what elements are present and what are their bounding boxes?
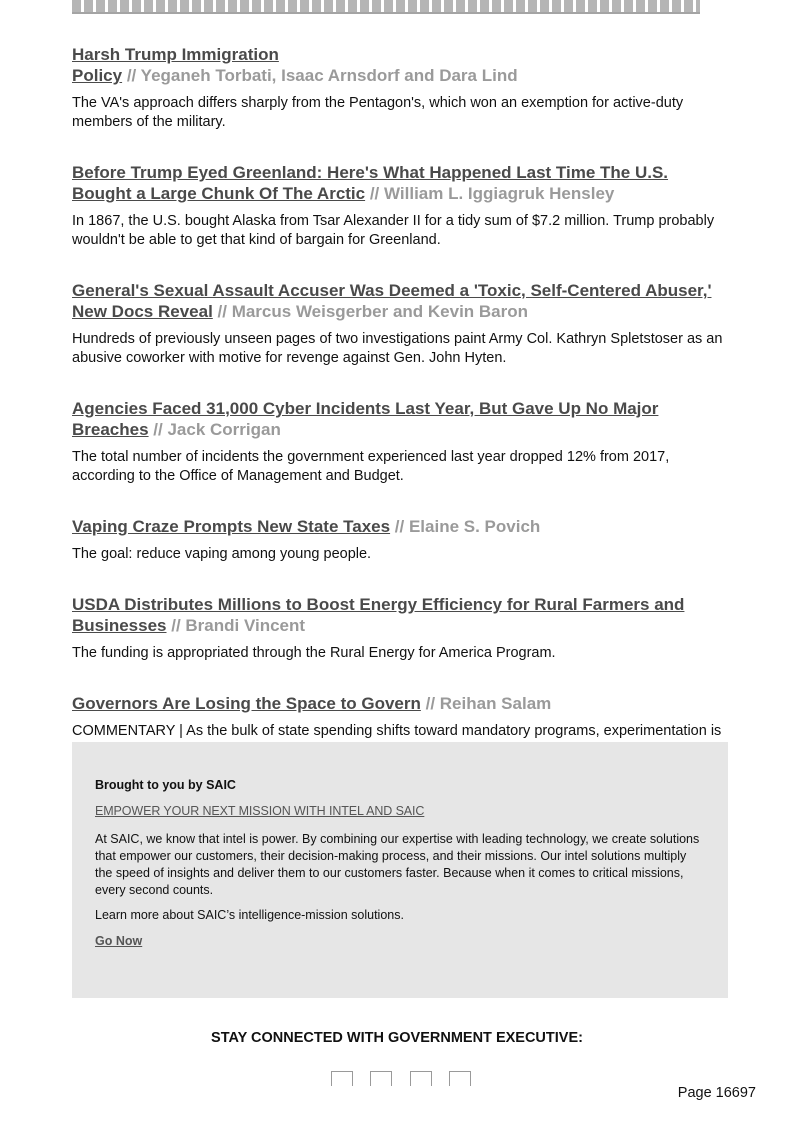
sponsor-learn-more: Learn more about SAIC’s intelligence-mission solutions.: [95, 908, 404, 922]
article-headline-link[interactable]: Vaping Craze Prompts New State Taxes: [72, 517, 391, 536]
article-summary: In 1867, the U.S. bought Alaska from Tsar Alexander II for a tidy sum of $7.2 million. Trump probably wouldn't be able to get that kind of bargain for Greenland.: [72, 213, 715, 248]
page-number: Page 16697: [677, 1085, 756, 1101]
article-byline: // Marcus Weisgerber and Kevin Baron: [212, 302, 529, 321]
article-summary: The VA's approach differs sharply from the Pentagon's, which won an exemption for active-duty members of the military.: [72, 95, 684, 130]
article-item: [72, 0, 728, 132]
article-item: [72, 516, 728, 564]
social-icon-2[interactable]: [370, 1071, 392, 1086]
article-list: [72, 0, 728, 790]
article-item: [72, 280, 728, 368]
sponsor-label: Brought to you by SAIC: [95, 778, 236, 792]
article-headline-link[interactable]: Agencies Faced 31,000 Cyber Incidents Last Year, But Gave Up No Major Breaches: [72, 399, 659, 439]
sponsor-body: At SAIC, we know that intel is power. By combining our expertise with leading technology, we create solutions that empower our customers, their decision-making process, and their missions. Our intel solutions multiply the speed of insights and deliver them to our customers faster. Because when it comes to critical missions, every second counts.: [95, 832, 700, 897]
social-icon-3[interactable]: [410, 1071, 432, 1086]
stay-connected-heading: STAY CONNECTED WITH GOVERNMENT EXECUTIVE:: [211, 1030, 583, 1046]
article-item: [72, 594, 728, 663]
article-headline-link[interactable]: General's Sexual Assault Accuser Was Deemed a 'Toxic, Self-Centered Abuser,' New Docs Reveal: [72, 281, 712, 321]
article-summary: The goal: reduce vaping among young people.: [72, 546, 372, 562]
sponsor-headline-link[interactable]: EMPOWER YOUR NEXT MISSION WITH INTEL AND SAIC: [95, 804, 425, 818]
article-headline-link[interactable]: Governors Are Losing the Space to Govern: [72, 694, 421, 713]
article-byline: // Reihan Salam: [420, 694, 552, 713]
article-item: [72, 162, 728, 250]
sponsor-box: [72, 742, 728, 998]
article-summary: Hundreds of previously unseen pages of two investigations paint Army Col. Kathryn Spletstoser as an abusive coworker with motive for revenge against Gen. John Hyten.: [72, 331, 723, 366]
article-byline: // Jack Corrigan: [148, 420, 281, 439]
article-summary: The total number of incidents the government experienced last year dropped 12% from 2017, according to the Office of Management and Budget.: [72, 449, 670, 484]
article-headline-link[interactable]: Before Trump Eyed Greenland: Here's What Happened Last Time The U.S. Bought a Large Chunk Of The Arctic: [72, 163, 669, 203]
article-summary: COMMENTARY | As the bulk of state spending shifts toward mandatory programs, experimentation is: [72, 723, 722, 739]
social-icons: [331, 1071, 471, 1087]
article-byline: // Brandi Vincent: [166, 616, 306, 635]
article-summary: The funding is appropriated through the Rural Energy for America Program.: [72, 645, 556, 661]
article-headline-link[interactable]: USDA Distributes Millions to Boost Energy Efficiency for Rural Farmers and Businesses: [72, 595, 685, 635]
article-item: [72, 398, 728, 486]
clipped-headline-line: [72, 0, 700, 14]
sponsor-go-now-link[interactable]: Go Now: [95, 934, 143, 948]
article-byline: // Elaine S. Povich: [390, 517, 541, 536]
article-byline: // Yeganeh Torbati, Isaac Arnsdorf and Dara Lind: [122, 66, 518, 85]
social-icon-4[interactable]: [449, 1071, 471, 1086]
headline-line-1: Harsh Trump Immigration: [72, 45, 279, 64]
social-icon-1[interactable]: [331, 1071, 353, 1086]
headline-line-2: Policy: [72, 66, 123, 85]
article-byline: // William L. Iggiagruk Hensley: [365, 184, 615, 203]
